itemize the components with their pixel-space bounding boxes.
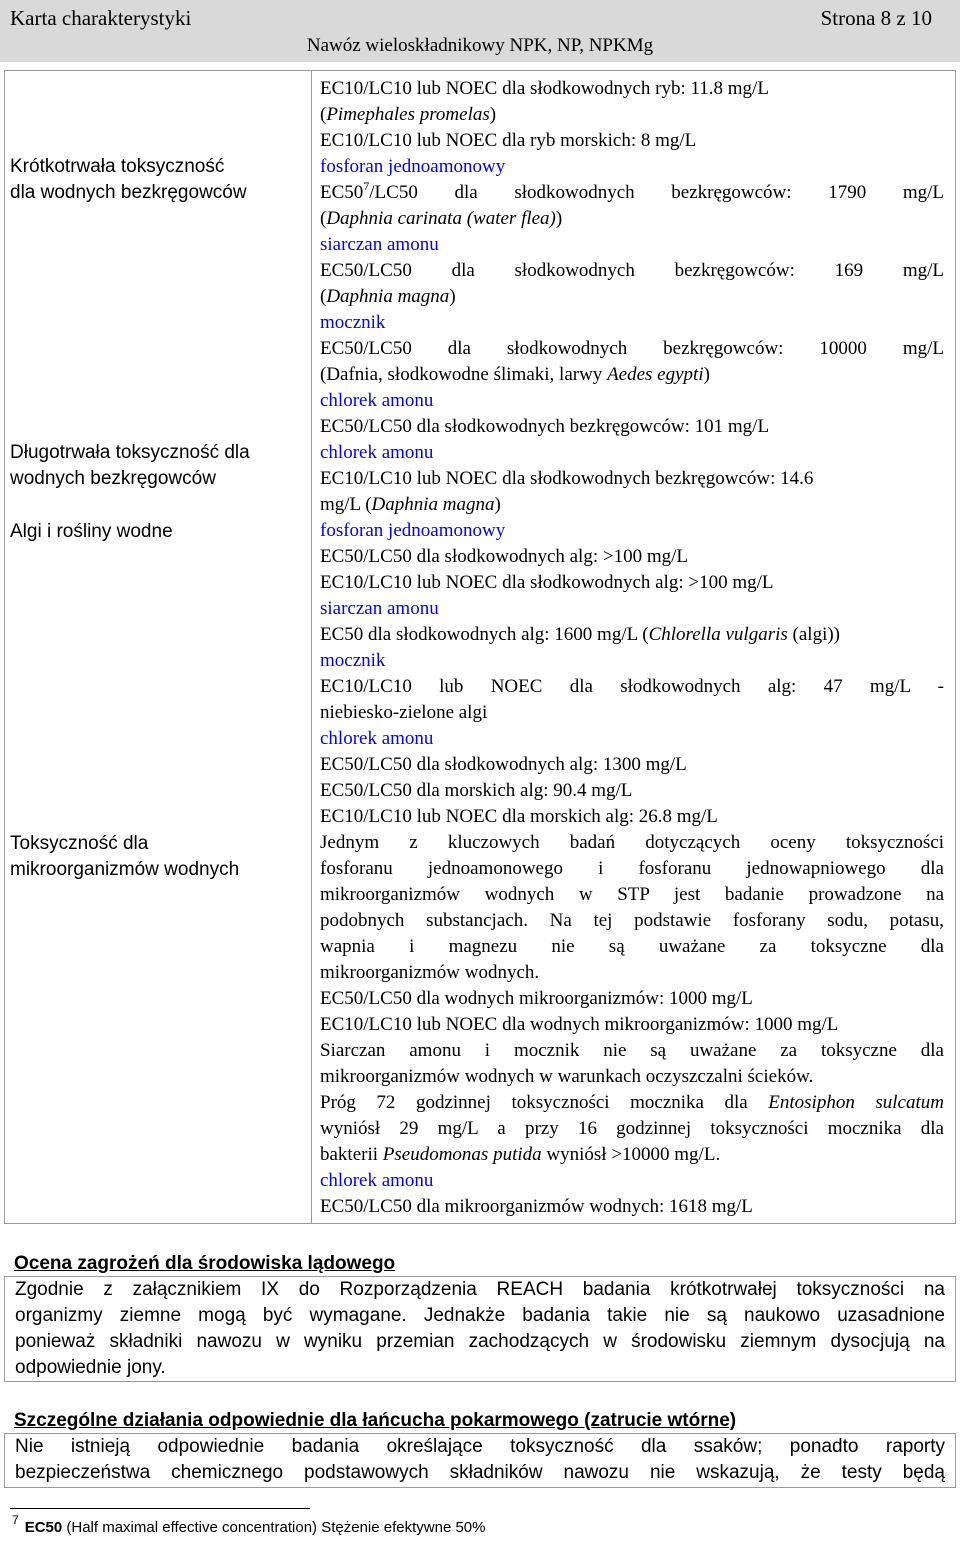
terrestrial-section-title: Ocena zagrożeń dla środowiska lądowego bbox=[14, 1253, 396, 1274]
species-name: Daphnia magna bbox=[371, 494, 495, 515]
substance-name: mocznik bbox=[320, 312, 386, 333]
text-line: bezpieczeństwa chemicznego podstawowych składników nawozu nie wskazują, że testy będą bbox=[15, 1462, 945, 1483]
value-line: EC10/LC10 lub NOEC dla słodkowodnych bezkręgowców: 14.6 bbox=[320, 468, 814, 489]
value-line: EC50/LC50 dla morskich alg: 90.4 mg/L bbox=[320, 780, 633, 801]
footnote-separator bbox=[10, 1508, 310, 1509]
paragraph-line bbox=[320, 1142, 944, 1168]
value-line: EC10/LC10 lub NOEC dla ryb morskich: 8 mg/L bbox=[320, 130, 697, 151]
value-line: EC50/LC50 dla słodkowodnych alg: 1300 mg/L bbox=[320, 754, 687, 775]
value-text: Próg 72 godzinnej toksyczności mocznika dla bbox=[320, 1092, 769, 1113]
substance-name: chlorek amonu bbox=[320, 390, 434, 411]
label-invertebrates-acute bbox=[10, 154, 298, 206]
label-invertebrates-chronic bbox=[10, 440, 298, 492]
species-line: mg/L (Daphnia magna) bbox=[320, 494, 501, 515]
paragraph-line: wyniósł 29 mg/L a przy 16 godzinnej toksyczności mocznika dla bbox=[320, 1118, 944, 1139]
food-chain-text bbox=[5, 1434, 955, 1486]
label-line: Toksyczność dla bbox=[10, 833, 149, 854]
value-text: wyniósł >10000 mg/L. bbox=[541, 1144, 721, 1165]
value-line: EC50/LC50 dla wodnych mikroorganizmów: 1000 mg/L bbox=[320, 988, 753, 1009]
value-text: /LC50 dla słodkowodnych bezkręgowców: 1790 mg/L bbox=[369, 182, 944, 203]
paragraph-line: fosforanu jednoamonowego i fosforanu jednowapniowego dla bbox=[320, 858, 944, 879]
substance-name: mocznik bbox=[320, 650, 386, 671]
page-number: Strona 8 z 10 bbox=[820, 6, 932, 30]
substance-name: chlorek amonu bbox=[320, 728, 434, 749]
substance-name: fosforan jednoamonowy bbox=[320, 520, 506, 541]
value-line: EC50/LC50 dla słodkowodnych bezkręgowców: 169 mg/L bbox=[320, 260, 944, 281]
paragraph-line: podobnych substancjach. Na tej podstawie fosforany sodu, potasu, bbox=[320, 910, 944, 931]
label-line: mikroorganizmów wodnych bbox=[10, 859, 240, 880]
paragraph-line: mikroorganizmów wodnych w warunkach oczyszczalni ścieków. bbox=[320, 1066, 814, 1087]
substance-name: chlorek amonu bbox=[320, 442, 434, 463]
text-line: Nie istnieją odpowiednie badania określające toksyczność dla ssaków; ponadto raporty bbox=[15, 1436, 945, 1457]
value-text: (Dafnia, słodkowodne ślimaki, larwy bbox=[320, 364, 608, 385]
value-line: EC50/LC50 dla słodkowodnych bezkręgowców: 101 mg/L bbox=[320, 416, 770, 437]
footnote-ref: 7 bbox=[363, 179, 370, 193]
value-line: EC50/LC50 dla mikroorganizmów wodnych: 1618 mg/L bbox=[320, 1196, 753, 1217]
footnote bbox=[12, 1513, 486, 1538]
page-header bbox=[0, 0, 960, 62]
species-line: (Pimephales promelas) bbox=[320, 104, 497, 125]
text-line: odpowiednie jony. bbox=[15, 1357, 166, 1378]
value-text: EC50 bbox=[320, 182, 364, 203]
label-line: wodnych bezkręgowców bbox=[10, 468, 216, 489]
value-line bbox=[320, 180, 944, 206]
text-line: ponieważ składniki nawozu w wyniku przemian zachodzących w środowisku ziemnym dysocjują na bbox=[15, 1331, 945, 1352]
species-name: Entosiphon sulcatum bbox=[768, 1092, 944, 1113]
value-text: mg/L ( bbox=[320, 494, 372, 515]
column-divider bbox=[311, 71, 312, 1223]
species-name: Pimephales promelas bbox=[326, 104, 490, 125]
substance-name: fosforan jednoamonowy bbox=[320, 156, 506, 177]
species-name: Daphnia carinata (water flea) bbox=[326, 208, 556, 229]
value-line: EC10/LC10 lub NOEC dla słodkowodnych ryb: 11.8 mg/L bbox=[320, 78, 769, 99]
footnote-abbreviation: EC50 bbox=[24, 1519, 63, 1536]
paragraph-line: mikroorganizmów wodnych. bbox=[320, 962, 540, 983]
substance-name: siarczan amonu bbox=[320, 598, 439, 619]
text-line: organizmy ziemne mogą być wymagane. Jednakże badania takie nie są naukowo uzasadnione bbox=[15, 1305, 945, 1326]
label-algae: Algi i rośliny wodne bbox=[10, 521, 173, 542]
value-line: EC10/LC10 lub NOEC dla słodkowodnych alg: 47 mg/L - bbox=[320, 676, 944, 697]
substance-name: siarczan amonu bbox=[320, 234, 439, 255]
paragraph-line: Siarczan amonu i mocznik nie są uważane za toksyczne dla bbox=[320, 1040, 944, 1061]
value-text: bakterii bbox=[320, 1144, 383, 1165]
label-line: Długotrwała toksyczność dla bbox=[10, 442, 250, 463]
ecotoxicity-values bbox=[320, 76, 944, 1220]
species-line: (Dafnia, słodkowodne ślimaki, larwy Aedes egypti) bbox=[320, 364, 710, 385]
value-line bbox=[320, 622, 944, 648]
value-line: EC50/LC50 dla słodkowodnych alg: >100 mg/L bbox=[320, 546, 688, 567]
species-line: (Daphnia carinata (water flea)) bbox=[320, 208, 563, 229]
value-line: EC10/LC10 lub NOEC dla morskich alg: 26.8 mg/L bbox=[320, 806, 718, 827]
product-name: Nawóz wieloskładnikowy NPK, NP, NPKMg bbox=[306, 35, 654, 56]
terrestrial-section-box bbox=[4, 1276, 956, 1382]
text-line: Zgodnie z załącznikiem IX do Rozporządzenia REACH badania krótkotrwałej toksyczności na bbox=[15, 1279, 945, 1300]
substance-name: chlorek amonu bbox=[320, 1170, 434, 1191]
food-chain-section-title: Szczególne działania odpowiednie dla łańcucha pokarmowego (zatrucie wtórne) bbox=[14, 1410, 737, 1431]
value-text: EC50 dla słodkowodnych alg: 1600 mg/L ( bbox=[320, 624, 649, 645]
paragraph-line: wapnia i magnezu nie są uważane za toksyczne dla bbox=[320, 936, 944, 957]
footnote-text: (Half maximal effective concentration) Stężenie efektywne 50% bbox=[62, 1519, 486, 1536]
species-name: Pseudomonas putida bbox=[382, 1144, 542, 1165]
paragraph-line: Jednym z kluczowych badań dotyczących oceny toksyczności bbox=[320, 832, 944, 853]
value-line: EC10/LC10 lub NOEC dla słodkowodnych alg: >100 mg/L bbox=[320, 572, 774, 593]
document-title: Karta charakterystyki bbox=[10, 6, 192, 30]
label-line: dla wodnych bezkręgowców bbox=[10, 182, 247, 203]
value-text: (algi)) bbox=[787, 624, 841, 645]
value-line: EC10/LC10 lub NOEC dla wodnych mikroorganizmów: 1000 mg/L bbox=[320, 1014, 839, 1035]
species-name: Aedes egypti bbox=[607, 364, 704, 385]
label-line: Krótkotrwała toksyczność bbox=[10, 156, 225, 177]
value-line: niebiesko-zielone algi bbox=[320, 702, 488, 723]
terrestrial-text bbox=[5, 1277, 955, 1381]
label-microorganisms bbox=[10, 831, 298, 883]
species-line: (Daphnia magna) bbox=[320, 286, 456, 307]
food-chain-section-box bbox=[4, 1433, 956, 1488]
species-name: Daphnia magna bbox=[326, 286, 450, 307]
footnote-mark: 7 bbox=[12, 1513, 19, 1527]
paragraph-line: mikroorganizmów wodnych w STP jest badanie prowadzone na bbox=[320, 884, 944, 905]
value-line: EC50/LC50 dla słodkowodnych bezkręgowców: 10000 mg/L bbox=[320, 338, 944, 359]
paragraph-line bbox=[320, 1090, 944, 1116]
species-name: Chlorella vulgaris bbox=[648, 624, 788, 645]
